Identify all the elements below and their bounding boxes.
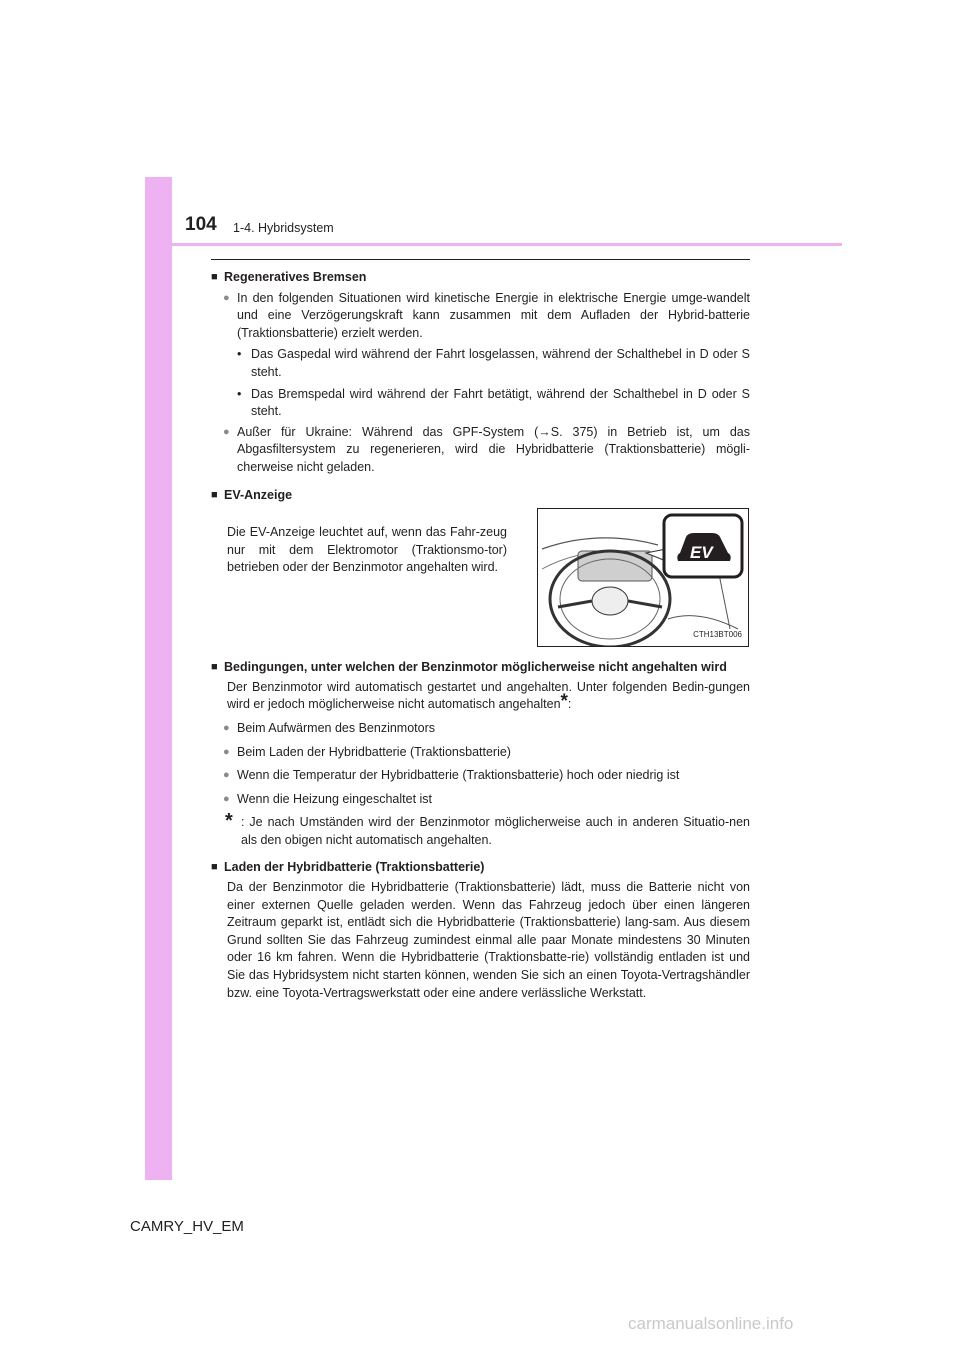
page-content — [211, 266, 750, 1002]
sidebar-tab — [145, 177, 172, 1180]
conditions-intro: Der Benzinmotor wird automatisch gestartet und angehalten. Unter folgenden Bedin-gungen wird er jedoch möglicherweise nicht automatisch angehalten*: — [227, 679, 750, 713]
list-item: ● In den folgenden Situationen wird kinetische Energie in elektrische Energie umge-wandelt und eine Verzögerungskraft kann zusammen mit dem Aufladen der Hybrid-batterie (Traktionsbatterie) erzielt werden. — [223, 290, 750, 343]
ev-description: Die EV-Anzeige leuchtet auf, wenn das Fahr-zeug nur mit dem Elektromotor (Traktionsmo-tor) betrieben oder der Benzinmotor angehalten wird. — [227, 525, 507, 575]
circle-bullet-icon: ● — [223, 291, 230, 304]
circle-bullet-icon: ● — [223, 745, 230, 758]
asterisk-mark: * — [560, 691, 568, 713]
sub-list-item: • Das Gaspedal wird während der Fahrt losgelassen, während der Schalthebel in D oder S steht. — [237, 346, 750, 381]
divider — [211, 259, 750, 260]
charging-text: Da der Benzinmotor die Hybridbatterie (Traktionsbatterie) lädt, muss die Batterie nicht von einer externen Quelle geladen werden. Wenn das Fahrzeug jedoch über einen längeren Zeitraum geparkt ist, entlädt sich die Hybridbatterie (Traktionsbatterie) lang-sam. Aus diesem Grund sollten Sie das Fahrzeug zumindest einmal alle paar Monate mindestens 30 Minuten oder 16 km fahren. Wenn die Hybridbatterie (Traktionsbatte-rie) vollständig entladen ist und Sie das Hybridsystem nicht starten können, wenden Sie sich an einen Toyota-Vertragshändler bzw. eine Toyota-Vertragswerkstatt oder eine andere verlässliche Werkstatt. — [227, 880, 750, 1000]
section-title: 1-4. Hybridsystem — [233, 221, 334, 235]
ev-indicator-illustration — [537, 508, 749, 647]
square-bullet-icon: ■ — [211, 271, 218, 283]
square-bullet-icon: ■ — [211, 661, 218, 674]
circle-bullet-icon: ● — [223, 425, 230, 438]
circle-bullet-icon: ● — [223, 769, 230, 782]
asterisk-mark: * — [225, 810, 233, 833]
list-item: ● Beim Aufwärmen des Benzinmotors — [223, 720, 750, 738]
svg-text:EV: EV — [690, 543, 713, 563]
list-item: ● Beim Laden der Hybridbatterie (Traktionsbatterie) — [223, 744, 750, 762]
list-item: ● Wenn die Temperatur der Hybridbatterie (Traktionsbatterie) hoch oder niedrig ist — [223, 767, 750, 785]
page-number: 104 — [185, 214, 217, 235]
watermark: carmanualsonline.info — [628, 1314, 794, 1333]
header-rule — [172, 243, 842, 246]
footnote: * : Je nach Umständen wird der Benzinmotor möglicherweise auch in anderen Situatio-nen als den obigen nicht automatisch angehalten. — [225, 814, 750, 849]
square-bullet-icon: ■ — [211, 488, 218, 501]
dot-bullet-icon: • — [237, 347, 242, 362]
heading-conditions: ■ Bedingungen, unter welchen der Benzinmotor möglicherweise nicht angehalten wird — [211, 659, 750, 677]
list-item: ● Außer für Ukraine: Während das GPF-System (→S. 375) in Betrieb ist, um das Abgasfiltersystem zu regenerieren, wird die Hybridbatterie (Traktionsbatterie) mögli-cherweise nicht geladen. — [223, 424, 750, 477]
heading-ev: ■ EV-Anzeige — [211, 487, 750, 505]
circle-bullet-icon: ● — [223, 721, 230, 734]
list-item: ● Wenn die Heizung eingeschaltet ist — [223, 791, 750, 809]
circle-bullet-icon: ● — [223, 792, 230, 805]
dot-bullet-icon: • — [237, 386, 242, 401]
heading-regen: ■ Regeneratives Bremsen — [211, 269, 750, 287]
sub-list-item: • Das Bremspedal wird während der Fahrt betätigt, während der Schalthebel in D oder S steht. — [237, 386, 750, 421]
footer-model: CAMRY_HV_EM — [130, 1218, 244, 1235]
square-bullet-icon: ■ — [211, 861, 218, 874]
ev-block — [227, 508, 750, 647]
heading-charging: ■ Laden der Hybridbatterie (Traktionsbatterie) — [211, 859, 750, 877]
figure-code: CTH13BT006 — [693, 629, 742, 639]
